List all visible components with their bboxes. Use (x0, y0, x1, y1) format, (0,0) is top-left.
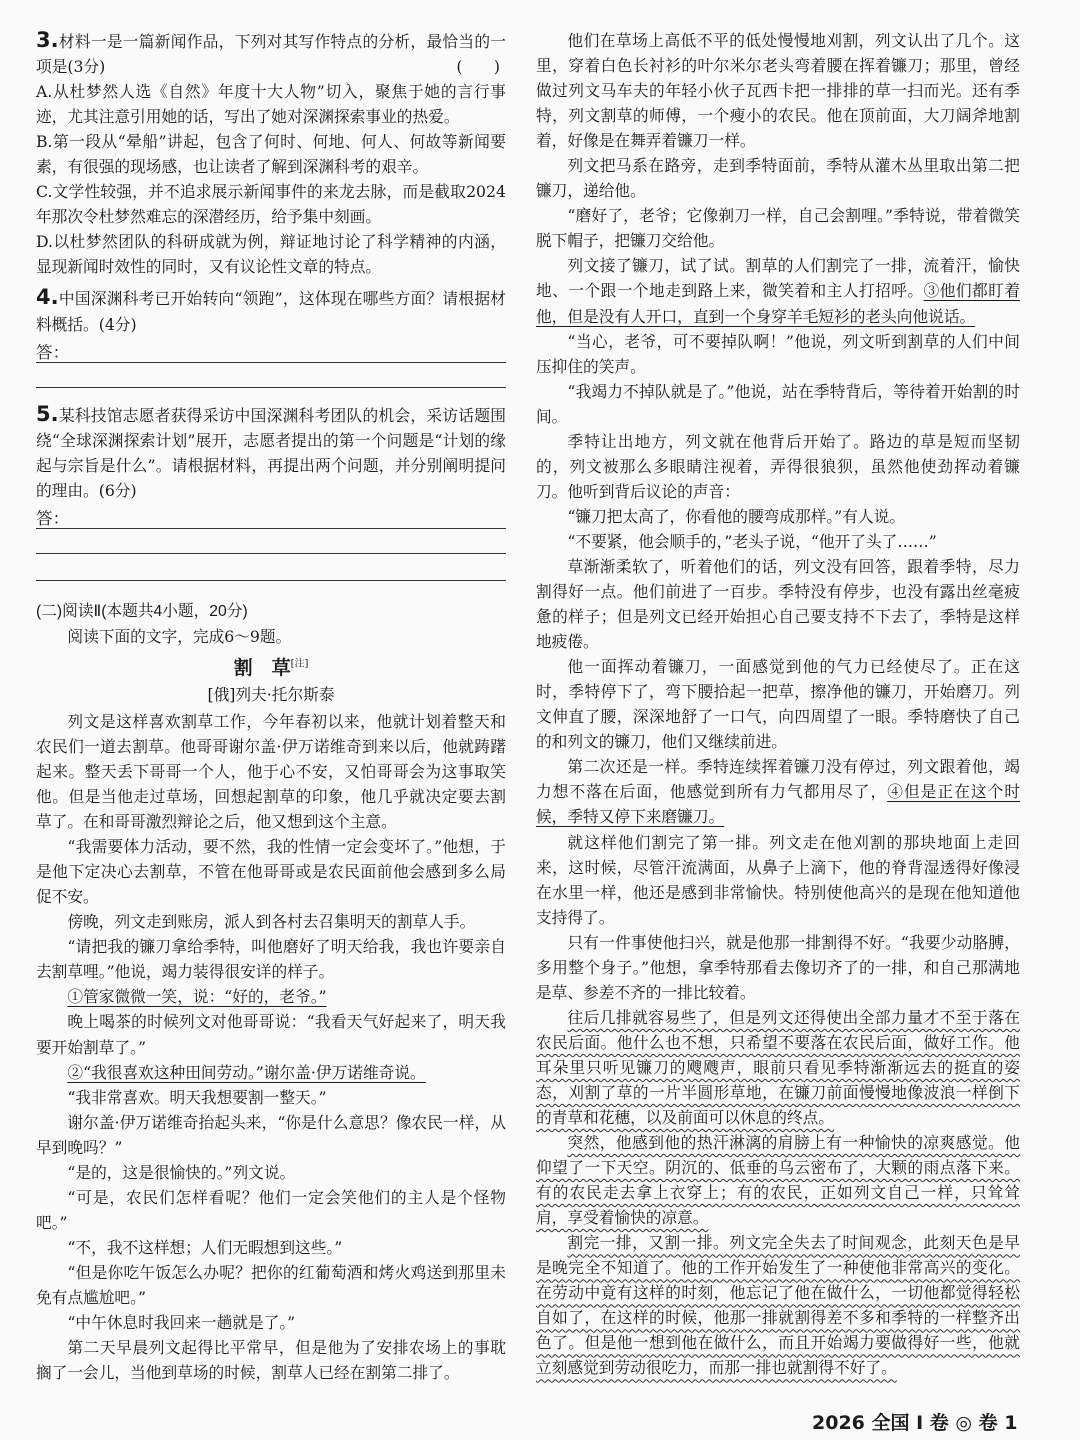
answer-line[interactable] (36, 365, 506, 388)
paragraph-text: 列文接了镰刀，试了试。割草的人们割完了一排，流着汗，愉快地、一个跟一个地走到路上来，微笑着和主人打招呼。 (536, 256, 1020, 301)
story-paragraph: “但是你吃午饭怎么办呢？把你的红葡萄酒和烤火鸡送到那里未免有点尴尬吧。” (36, 1262, 506, 1307)
story-paragraph: “可是，农民们怎样看呢？他们一定会笑他们的主人是个怪物吧。” (36, 1187, 506, 1232)
wavy-paragraph (536, 1130, 1020, 1230)
wavy-paragraph (536, 1230, 1020, 1380)
question-3 (36, 28, 506, 279)
answer-label: 答： (36, 508, 70, 528)
story-paragraph: 他一面挥动着镰刀，一面感觉到他的气力已经使尽了。正在这时，季特停下了，弯下腰拾起一把草，擦净他的镰刀，开始磨刀。列文伸直了腰，深深地舒了一口气，向四周望了一眼。季特磨快了自己的和列文的镰刀，他们又继续前进。 (536, 657, 1020, 752)
story-paragraph: 晚上喝茶的时候列文对他哥哥说：“我看天气好起来了，明天我要开始割草了。” (36, 1012, 506, 1057)
story-author: [俄]列夫·托尔斯泰 (207, 684, 335, 704)
question-4-text: 中国深渊科考已开始转向“领跑”，这体现在哪些方面？请根据材料概括。(4分) (36, 289, 506, 334)
option-b: B.第一段从“晕船”讲起，包含了何时、何地、何人、何故等新闻要素，有很强的现场感，也让读者了解到深渊科考的艰辛。 (36, 132, 506, 177)
story-paragraph: 傍晚，列文走到账房，派人到各村去召集明天的割草人手。 (67, 912, 476, 932)
story-paragraph: “中午休息时我回来一趟就是了。” (67, 1313, 296, 1333)
story-title-text: 割 草 (233, 656, 291, 679)
story-title (36, 653, 506, 680)
story-paragraph (36, 984, 506, 1009)
story-paragraph: 季特让出地方，列文就在他背后开始了。路边的草是短而坚韧的，列文被那么多眼睛注视着，弄得很狼狈，虽然他使劲挥动着镰刀。他听到背后议论的声音： (536, 431, 1020, 501)
question-5-text: 某科技馆志愿者获得采访中国深渊科考团队的机会，采访话题围绕“全球深渊探索计划”展开，志愿者提出的第一个问题是“计划的缘起与宗旨是什么”。请根据材料，再提出两个问题，并分别阐明提问的理由。(6分) (36, 405, 506, 500)
wavy-paragraph (536, 1005, 1020, 1130)
story-paragraph: “不，我不这样想；人们无暇想到这些。” (67, 1237, 343, 1257)
story-paragraph: “镰刀把太高了，你看他的腰弯成那样。”有人说。 (567, 506, 906, 526)
answer-line[interactable] (36, 531, 506, 554)
underlined-sentence-1: ①管家微微一笑，说：“好的，老爷。” (67, 987, 327, 1007)
option-a: A.从杜梦然人选《自然》年度十大人物”切入，聚焦于她的言行事迹，尤其注意引用她的话，写出了她对深渊探索事业的热爱。 (36, 82, 506, 127)
section-instruction: 阅读下面的文字，完成6～9题。 (67, 626, 292, 646)
story-paragraph (536, 253, 1020, 328)
question-4 (36, 285, 506, 387)
story-paragraph: 他们在草场上高低不平的低处慢慢地刈割，列文认出了几个。这里，穿着白色长衬衫的叶尔米尔老头弯着腰在挥着镰刀；那里，曾经做过列文马车夫的年轻小伙子瓦西卡把一排排的草一扫而光。还有季特，列文割草的师傅，一个瘦小的农民。他在顶前面，大刀阔斧地割着，好像是在舞弄着镰刀一样。 (536, 31, 1020, 151)
story-paragraph: “是的，这是很愉快的。”列文说。 (67, 1162, 296, 1182)
paragraph-text: 第二次还是一样。季特连续挥着镰刀没有停过，列文跟着他，竭力想不落在后面，他感觉到所有力气都用尽了， (536, 757, 1020, 802)
page-footer: 2026 全国 Ⅰ 卷 ◎ 卷 1 (812, 1412, 1018, 1434)
story-paragraph (536, 754, 1020, 829)
story-paragraph: “不要紧，他会顺手的，”老头子说，“他开了头了……” (567, 531, 937, 551)
story-paragraph (36, 1060, 506, 1085)
title-note: [注] (290, 658, 309, 670)
right-column (536, 28, 1020, 1381)
section-heading: (二)阅读Ⅱ(本题共4小题，20分) (36, 602, 248, 620)
story-paragraph: 谢尔盖·伊万诺维奇抬起头来，“你是什么意思？像农民一样，从早到晚吗？” (36, 1112, 506, 1157)
question-3-text: 材料一是一篇新闻作品，下列对其写作特点的分析，最恰当的一项是(3分) (36, 32, 506, 77)
underlined-sentence-3: ③他们都盯着他，但是没有人开口，直到一个身穿羊毛短衫的老头向他说话。 (536, 281, 1021, 326)
underlined-sentence-2: ②“我很喜欢这种田间劳动。”谢尔盖·伊万诺维奇说。 (67, 1062, 426, 1082)
story-paragraph: “我竭力不掉队就是了。”他说，站在季特背后，等待着开始割的时间。 (536, 381, 1020, 426)
question-3-number: 3. (36, 28, 59, 52)
story-paragraph: 列文把马系在路旁，走到季特面前，季特从灌木丛里取出第二把镰刀，递给他。 (536, 156, 1020, 201)
wavy-underlined-text: 突然，他感到他的热汗淋漓的肩膀上有一种愉快的凉爽感觉。他仰望了一下天空。阴沉的、低垂的乌云密布了，大颗的雨点落下来。有的农民走去拿上衣穿上；有的农民，正如列文自己一样，只耸耸肩，享受着愉快的凉意。 (536, 1133, 1020, 1228)
question-5-stem (36, 402, 506, 503)
wavy-underlined-text: 割完一排，又割一排。列文完全失去了时间观念，此刻天色是早是晚完全不知道了。他的工作开始发生了一种使他非常高兴的变化。在劳动中竟有这样的时刻，他忘记了他在做什么，一切他都觉得轻松自如了，在这样的时候，他那一排就割得差不多和季特的一样整齐出色了。但是他一想到他在做什么，而且开始竭力要做得好一些，他就立刻感觉到劳动很吃力，而那一排也就割得不好了。 (536, 1233, 1020, 1378)
story-paragraph: 只有一件事使他扫兴，就是他那一排割得不好。“我要少动胳膊，多用整个身子。”他想，拿季特那看去像切齐了的一排，和自己那满地是草、参差不齐的一排比较着。 (536, 932, 1020, 1002)
story-paragraph: “当心，老爷，可不要掉队啊！”他说，列文听到割草的人们中间压抑住的笑声。 (536, 331, 1020, 376)
answer-paren[interactable]: ( ) (456, 57, 500, 77)
story-paragraph: “我需要体力活动，要不然，我的性情一定会变坏了。”他想，于是他下定决心去割草，不管在他哥哥或是农民面前他会感到多么局促不安。 (36, 837, 506, 907)
wavy-underlined-text: 往后几排就容易些了，但是列文还得使出全部力量才不至于落在农民后面。他什么也不想，只希望不要落在农民后面，做好工作。他耳朵里只听见镰刀的飕飕声，眼前只看见季特渐渐远去的挺直的姿态，刈割了草的一片半圆形草地，在镰刀前面慢慢地像波浪一样倒下的青草和花穗，以及前面可以休息的终点。 (536, 1007, 1020, 1128)
story-paragraph: “请把我的镰刀拿给季特，叫他磨好了明天给我，我也许要亲自去割草哩。”他说，竭力装得很安详的样子。 (36, 937, 506, 982)
answer-line[interactable] (36, 337, 506, 363)
underlined-sentence-4: ④但是正在这个时候，季特又停下来磨镰刀。 (536, 782, 1021, 827)
question-4-number: 4. (36, 285, 59, 310)
story-paragraph: 列文是这样喜欢割草工作，今年春初以来，他就计划着整天和农民们一道去割草。他哥哥谢尔盖·伊万诺维奇到来以后，他就踌躇起来。整天丢下哥哥一个人，他于心不安，又怕哥哥会为这事取笑他。但是当他走过草场，回想起割草的印象，他几乎就决定要去割草了。在和哥哥激烈辩论之后，他又想到这个主意。 (36, 711, 506, 832)
story-paragraph: “我非常喜欢。明天我想要割一整天。” (67, 1087, 327, 1107)
story-paragraph: 就这样他们割完了第一排。列文走在他刈割的那块地面上走回来，这时候，尽管汗流满面，从鼻子上滴下，他的脊背湿透得好像浸在水里一样，他还是感到非常愉快。特别使他高兴的是现在他知道他支持得了。 (536, 832, 1020, 927)
story-paragraph: 草渐渐柔软了，听着他们的话，列文没有回答，跟着季特，尽力割得好一点。他们前进了一百步。季特没有停步，也没有露出丝毫疲惫的样子；但是列文已经开始担心自己要支持不下去了，季特是这样地疲倦。 (536, 556, 1020, 652)
question-5 (36, 402, 506, 581)
question-3-stem (36, 28, 506, 79)
story-paragraph: “磨好了，老爷；它像剃刀一样，自己会割哩。”季特说，带着微笑脱下帽子，把镰刀交给他。 (536, 206, 1020, 251)
option-c: C.文学性较强，并不追求展示新闻事件的来龙去脉，而是截取2024年那次令杜梦然难忘的深潜经历，给予集中刻画。 (36, 182, 506, 227)
option-d: D.以杜梦然团队的科研成就为例，辩证地讨论了科学精神的内涵，显现新闻时效性的同时，又有议论性文章的特点。 (36, 232, 506, 277)
answer-line[interactable] (36, 503, 506, 529)
question-5-number: 5. (36, 401, 59, 426)
answer-line[interactable] (36, 558, 506, 581)
story-paragraph: 第二天早晨列文起得比平常早，但是他为了安排农场上的事耽搁了一会儿，当他到草场的时候，割草人已经在割第二排了。 (36, 1338, 506, 1383)
answer-label: 答： (36, 342, 70, 362)
question-4-stem (36, 285, 506, 336)
left-column (36, 28, 506, 1385)
